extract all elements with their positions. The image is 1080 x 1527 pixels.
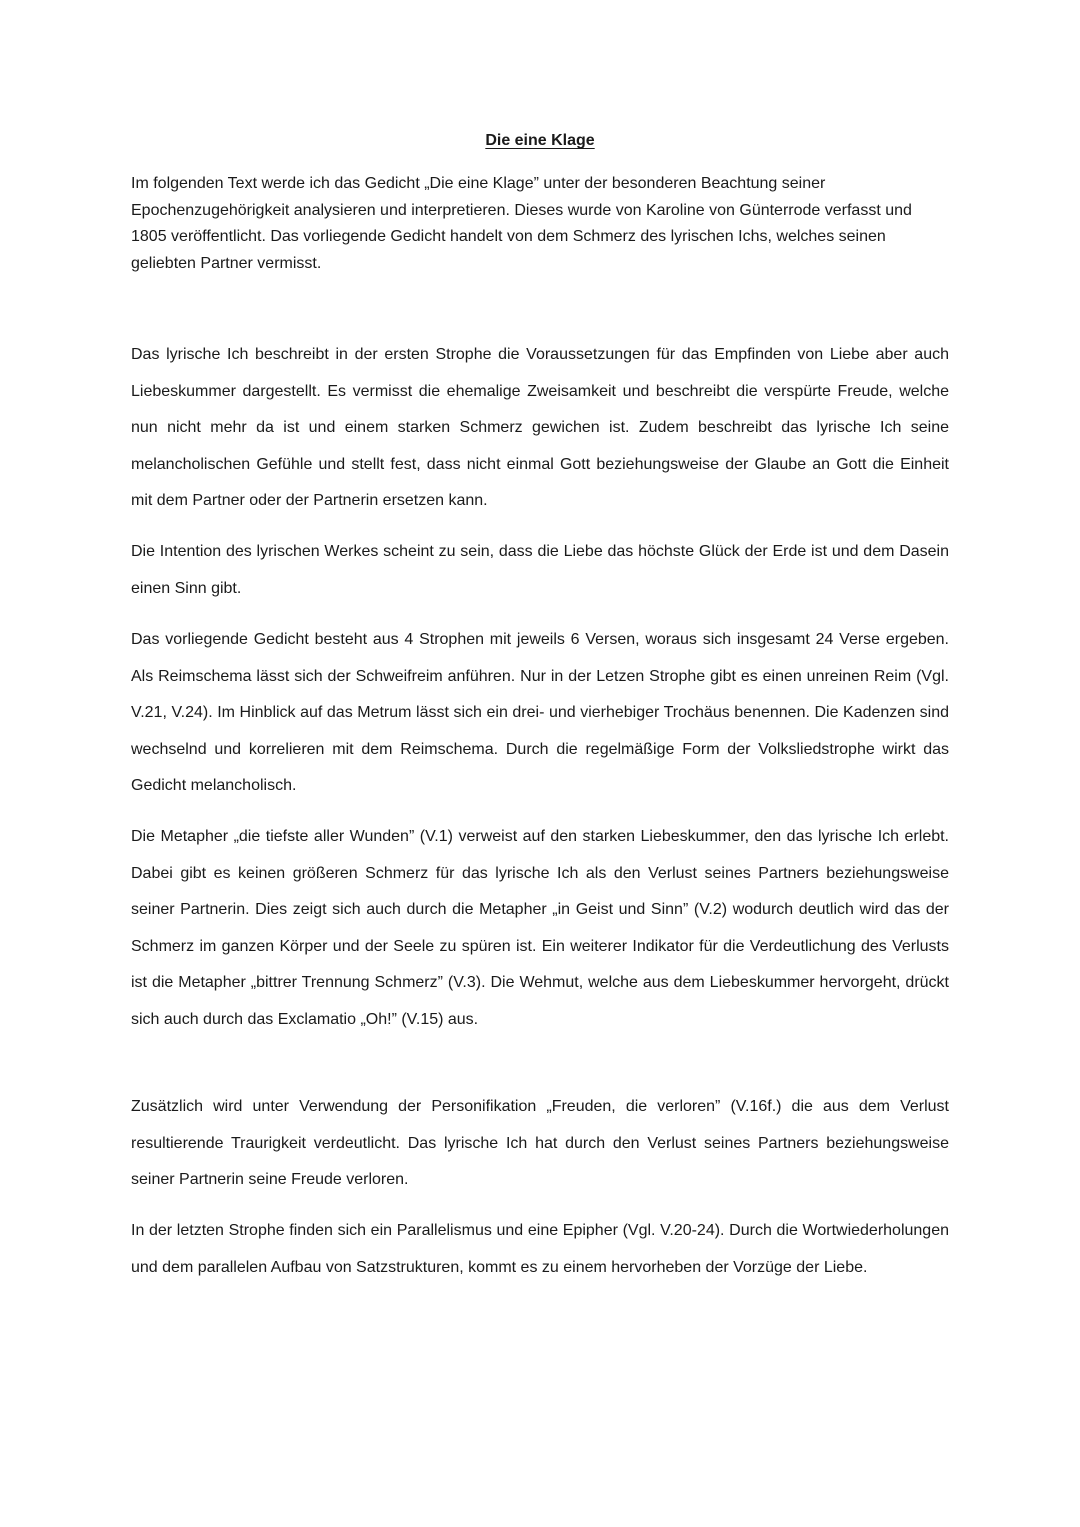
document-title: Die eine Klage bbox=[485, 132, 595, 149]
paragraph-intention: Die Intention des lyrischen Werkes scheint zu sein, dass die Liebe das höchste Glück der Erde ist und dem Dasein einen Sinn gibt. bbox=[131, 543, 949, 597]
paragraph-personification: Zusätzlich wird unter Verwendung der Personifikation „Freuden, die verloren” (V.16f.) die aus dem Verlust resultierende Traurigkeit verdeutlicht. Das lyrische Ich hat durch den Verlust seines Partners beziehungsweise seiner Partnerin seine Freude verloren. bbox=[131, 1098, 949, 1188]
intro-paragraph: Im folgenden Text werde ich das Gedicht „Die eine Klage” unter der besonderen Beachtung seiner Epochenzugehörigkeit analysieren und interpretieren. Dieses wurde von Karoline von Günterrode verfasst und 1805 veröffentlicht. Das vorliegende Gedicht handelt von dem Schmerz des lyrischen Ichs, welches seinen geliebten Partner vermisst. bbox=[131, 175, 912, 272]
paragraph-content-summary: Das lyrische Ich beschreibt in der ersten Strophe die Voraussetzungen für das Empfinden von Liebe aber auch Liebeskummer dargestellt. Es vermisst die ehemalige Zweisamkeit und beschreibt die verspürte Freude, welche nun nicht mehr da ist und einem starken Schmerz gewichen ist. Zudem beschreibt das lyrische Ich seine melancholischen Gefühle und stellt fest, dass nicht einmal Gott beziehungsweise der Glaube an Gott die Einheit mit dem Partner oder der Partnerin ersetzen kann. bbox=[131, 346, 949, 509]
paragraph-metaphor-analysis: Die Metapher „die tiefste aller Wunden” (V.1) verweist auf den starken Liebeskummer, den das lyrische Ich erlebt. Dabei gibt es keinen größeren Schmerz für das lyrische Ich als den Verlust seines Partners beziehungsweise seiner Partnerin. Dies zeigt sich auch durch die Metapher „in Geist und Sinn” (V.2) wodurch deutlich wird das der Schmerz im ganzen Körper und der Seele zu spüren ist. Ein weiterer Indikator für die Verdeutlichung des Verlusts ist die Metapher „bittrer Trennung Schmerz” (V.3). Die Wehmut, welche aus dem Liebeskummer hervorgeht, drückt sich auch durch das Exclamatio „Oh!” (V.15) aus. bbox=[131, 828, 949, 1028]
paragraph-form-analysis: Das vorliegende Gedicht besteht aus 4 Strophen mit jeweils 6 Versen, woraus sich insgesamt 24 Verse ergeben. Als Reimschema lässt sich der Schweifreim anführen. Nur in der Letzen Strophe gibt es einen unreinen Reim (Vgl. V.21, V.24). Im Hinblick auf das Metrum lässt sich ein drei- und vierhebiger Trochäus benennen. Die Kadenzen sind wechselnd und korrelieren mit dem Reimschema. Durch die regelmäßige Form der Volksliedstrophe wirkt das Gedicht melancholisch. bbox=[131, 631, 949, 794]
paragraph-last-stanza: In der letzten Strophe finden sich ein Parallelismus und eine Epipher (Vgl. V.20-24). Durch die Wortwiederholungen und dem parallelen Aufbau von Satzstrukturen, kommt es zu einem hervorheben der Vorzüge der Liebe. bbox=[131, 1222, 949, 1276]
